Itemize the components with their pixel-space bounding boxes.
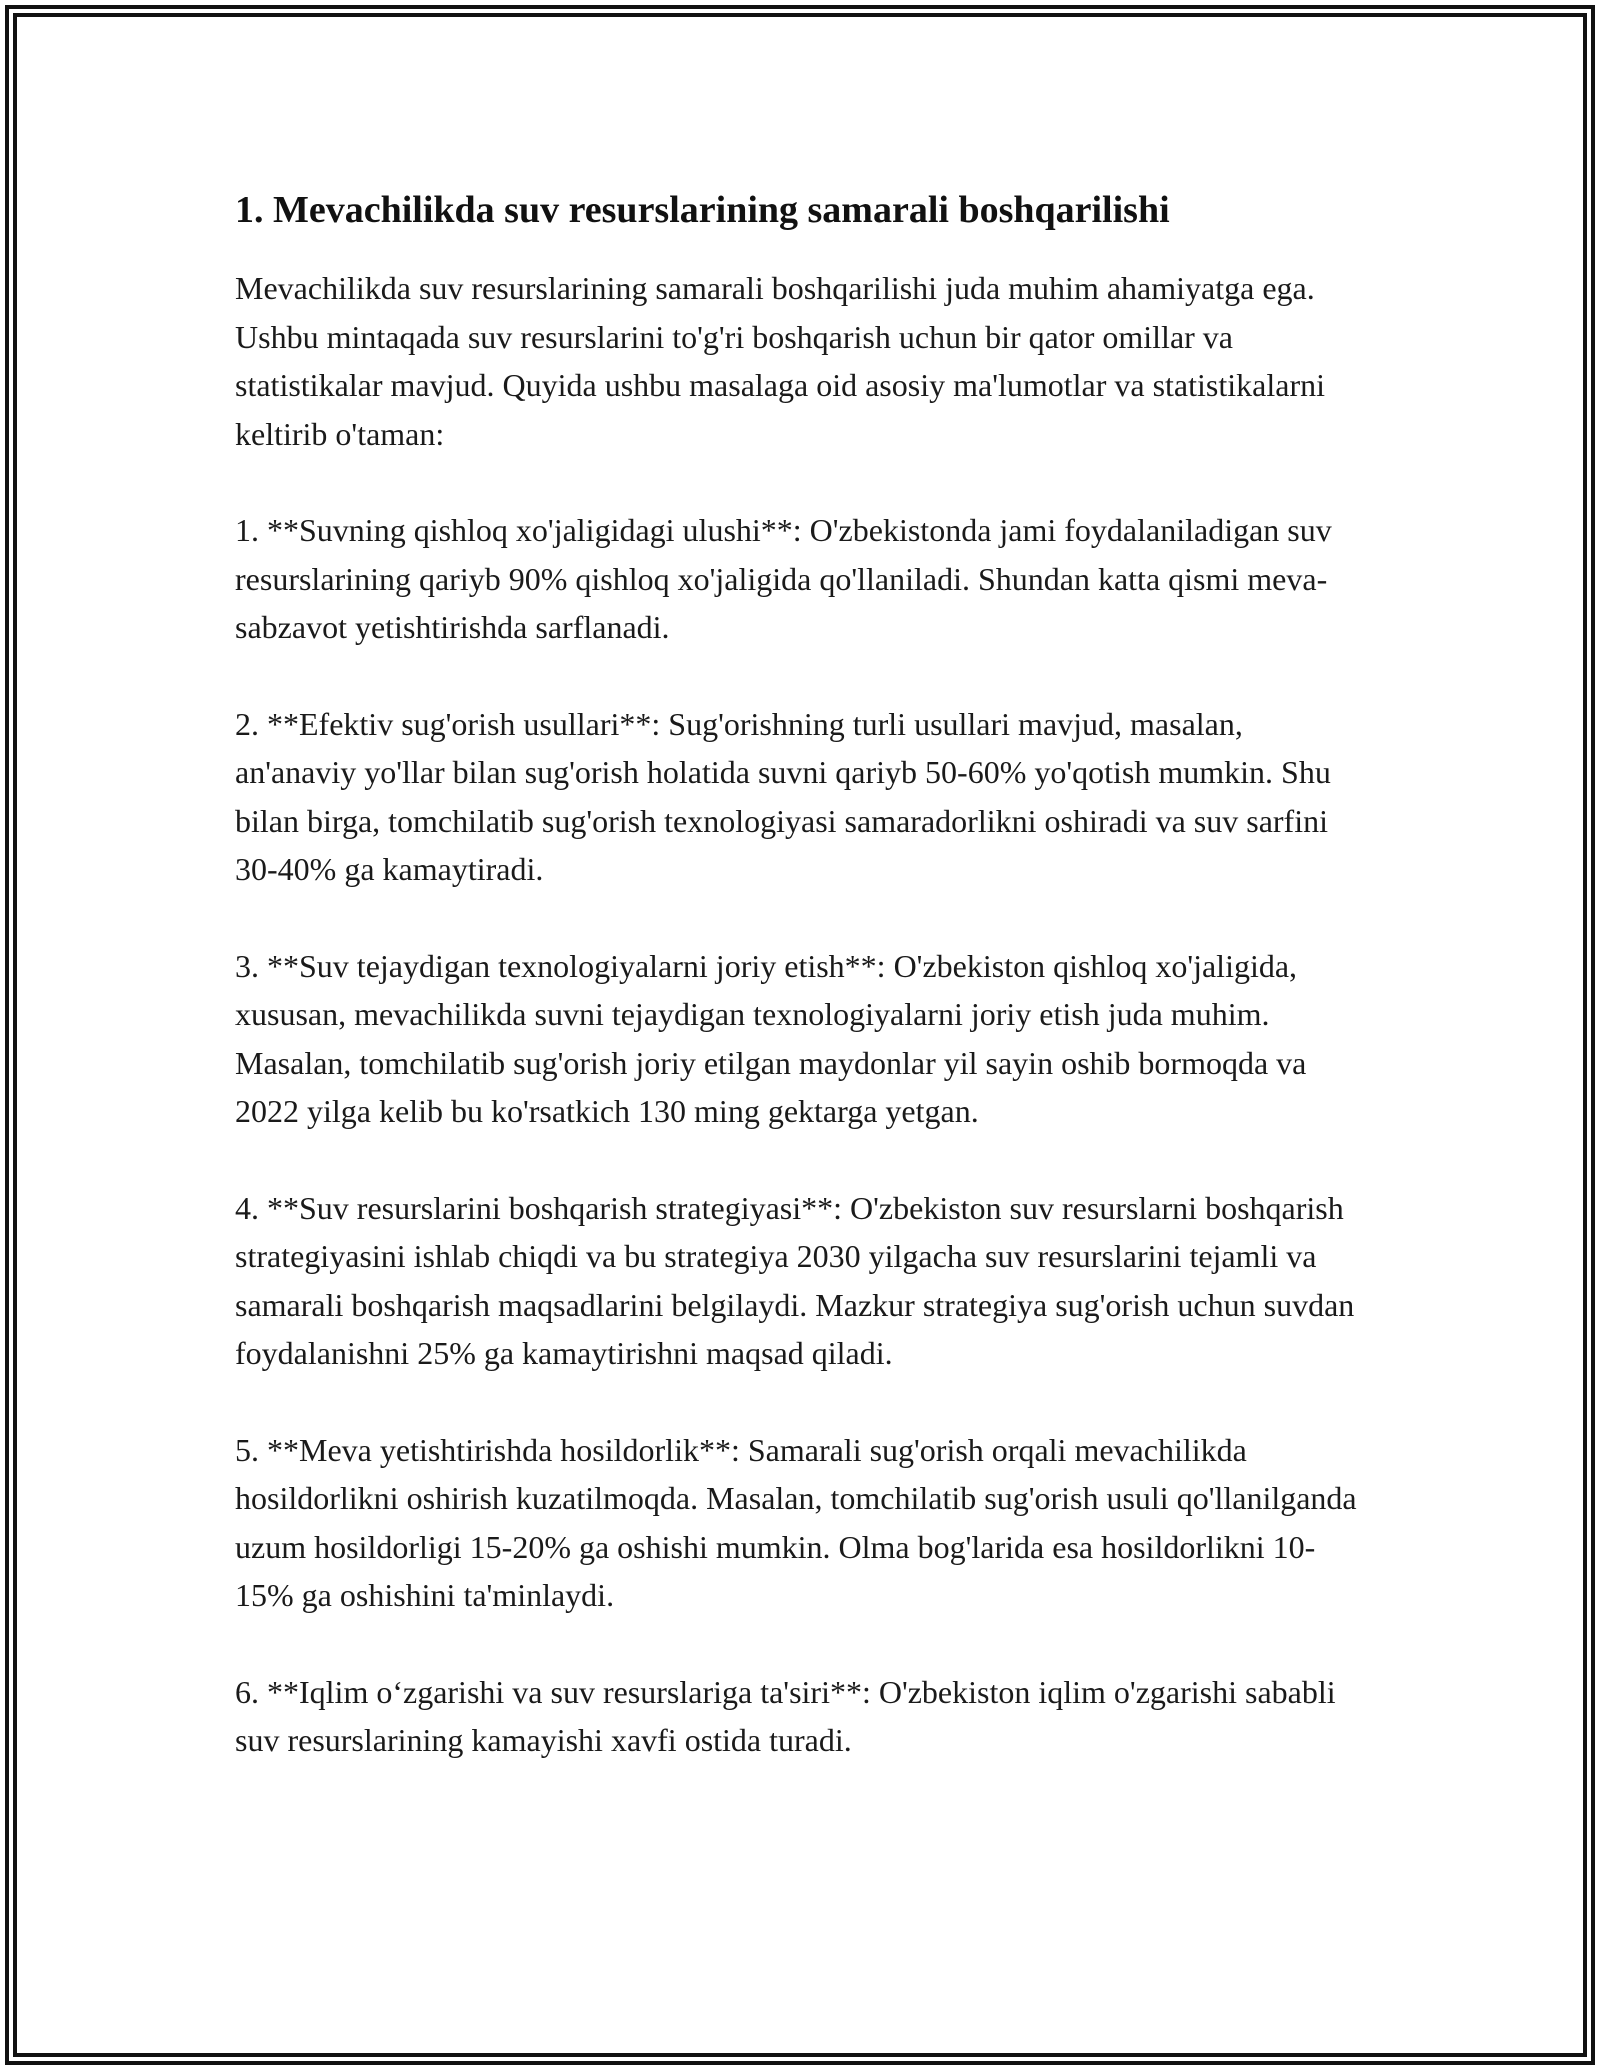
list-item-3: 3. **Suv tejaydigan texnologiyalarni joriy etish**: O'zbekiston qishloq xo'jaligida, xususan, mevachilikda suvni tejaydigan texnologiyalarni joriy etish juda muhim. Masalan, tomchilatib sug'orish joriy etilgan maydonlar yil sayin oshib bormoqda va 2022 yilga kelib bu ko'rsatkich 130 ming gektarga yetgan. (235, 947, 1315, 1129)
list-item-1: 1. **Suvning qishloq xo'jaligidagi ulushi**: O'zbekistonda jami foydalaniladigan suv resurslarining qariyb 90% qishloq xo'jaligida qo'llaniladi. Shundan katta qismi meva-sabzavot yetishtirishda sarflanadi. (235, 512, 1340, 645)
list-item-4: 4. **Suv resurslarini boshqarish strategiyasi**: O'zbekiston suv resurslarni boshqarish strategiyasini ishlab chiqdi va bu strategiya 2030 yilgacha suv resurslarini tejamli va samarali boshqarish maqsadlarini belgilaydi. Mazkur strategiya sug'orish uchun suvdan foydalanishni 25% ga kamaytirishni maqsad qiladi. (235, 1189, 1363, 1371)
intro-paragraph: Mevachilikda suv resurslarining samarali boshqarilishi juda muhim ahamiyatga ega. Ushbu mintaqada suv resurslarini to'g'ri boshqarish uchun bir qator omillar va statistikalar mavjud. Quyida ushbu masalaga oid asosiy ma'lumotlar va statistikalarni keltirib o'taman: (235, 270, 1333, 452)
list-item-6: 6. **Iqlim o‘zgarishi va suv resurslariga ta'siri**: O'zbekiston iqlim o'zgarishi sababli suv resurslarining kamayishi xavfi ostida turadi. (235, 1673, 1344, 1758)
document-body (235, 186, 1365, 1813)
list-item-5: 5. **Meva yetishtirishda hosildorlik**: Samarali sug'orish orqali mevachilikda hosildorlikni oshirish kuzatilmoqda. Masalan, tomchilatib sug'orish usuli qo'llanilganda uzum hosildorligi 15-20% ga oshishi mumkin. Olma bog'larida esa hosildorlikni 10-15% ga oshishini ta'minlaydi. (235, 1431, 1365, 1613)
list-item-2: 2. **Efektiv sug'orish usullari**: Sug'orishning turli usullari mavjud, masalan, an'anaviy yo'llar bilan sug'orish holatida suvni qariyb 50-60% yo'qotish mumkin. Shu bilan birga, tomchilatib sug'orish texnologiyasi samaradorlikni oshiradi va suv sarfini 30-40% ga kamaytiradi. (235, 705, 1339, 887)
document-title: 1. Mevachilikda suv resurslarining samarali boshqarilishi (235, 189, 1170, 231)
